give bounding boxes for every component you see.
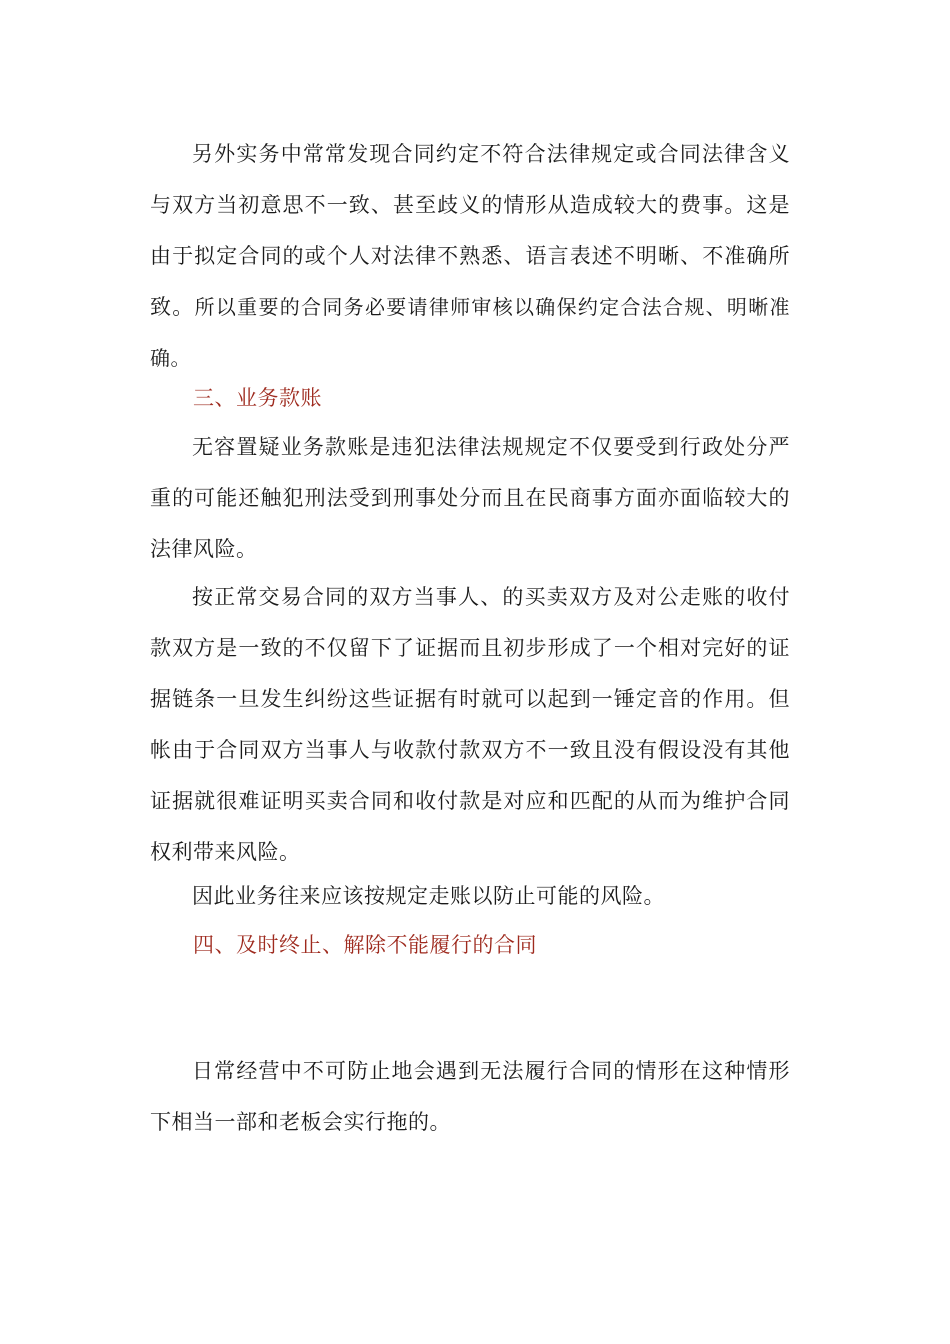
paragraph-transaction-evidence: 按正常交易合同的双方当事人、的买卖双方及对公走账的收付款双方是一致的不仅留下了证据而且初步形成了一个相对完好的证据链条一旦发生纠纷这些证据有时就可以起到一锤定音的作用。但帐由于合同双方当事人与收款付款双方不一致且没有假设没有其他证据就很难证明买卖合同和收付款是对应和匹配的从而为维护合同权利带来风险。	[150, 585, 790, 864]
paragraph-business-payments: 无容置疑业务款账是违犯法律法规规定不仅要受到行政处分严重的可能还触犯刑法受到刑事处分而且在民商事方面亦面临较大的法律风险。	[150, 435, 790, 561]
paragraph-contract-review-emphasis: 所以重要的合同务必要请律师审核以确保约定合法合规、明晰准确。	[150, 295, 791, 370]
section-heading-3: 三、业务款账	[193, 386, 322, 410]
paragraph-contract-review	[150, 129, 790, 384]
paragraph-unfulfillable-contracts: 日常经营中不可防止地会遇到无法履行合同的情形在这种情形下相当一部和老板会实行拖的。	[150, 1059, 790, 1134]
paragraph-contract-review-text: 另外实务中常常发现合同约定不符合法律规定或合同法律含义与双方当初意思不一致、甚至歧义的情形从造成较大的费事。这是由于拟定合同的或个人对法律不熟悉、语言表述不明晰、不准确所致。	[150, 142, 790, 319]
section-heading-4: 四、及时终止、解除不能履行的合同	[193, 933, 537, 957]
paragraph-conclusion: 因此业务往来应该按规定走账以防止可能的风险。	[192, 884, 665, 908]
